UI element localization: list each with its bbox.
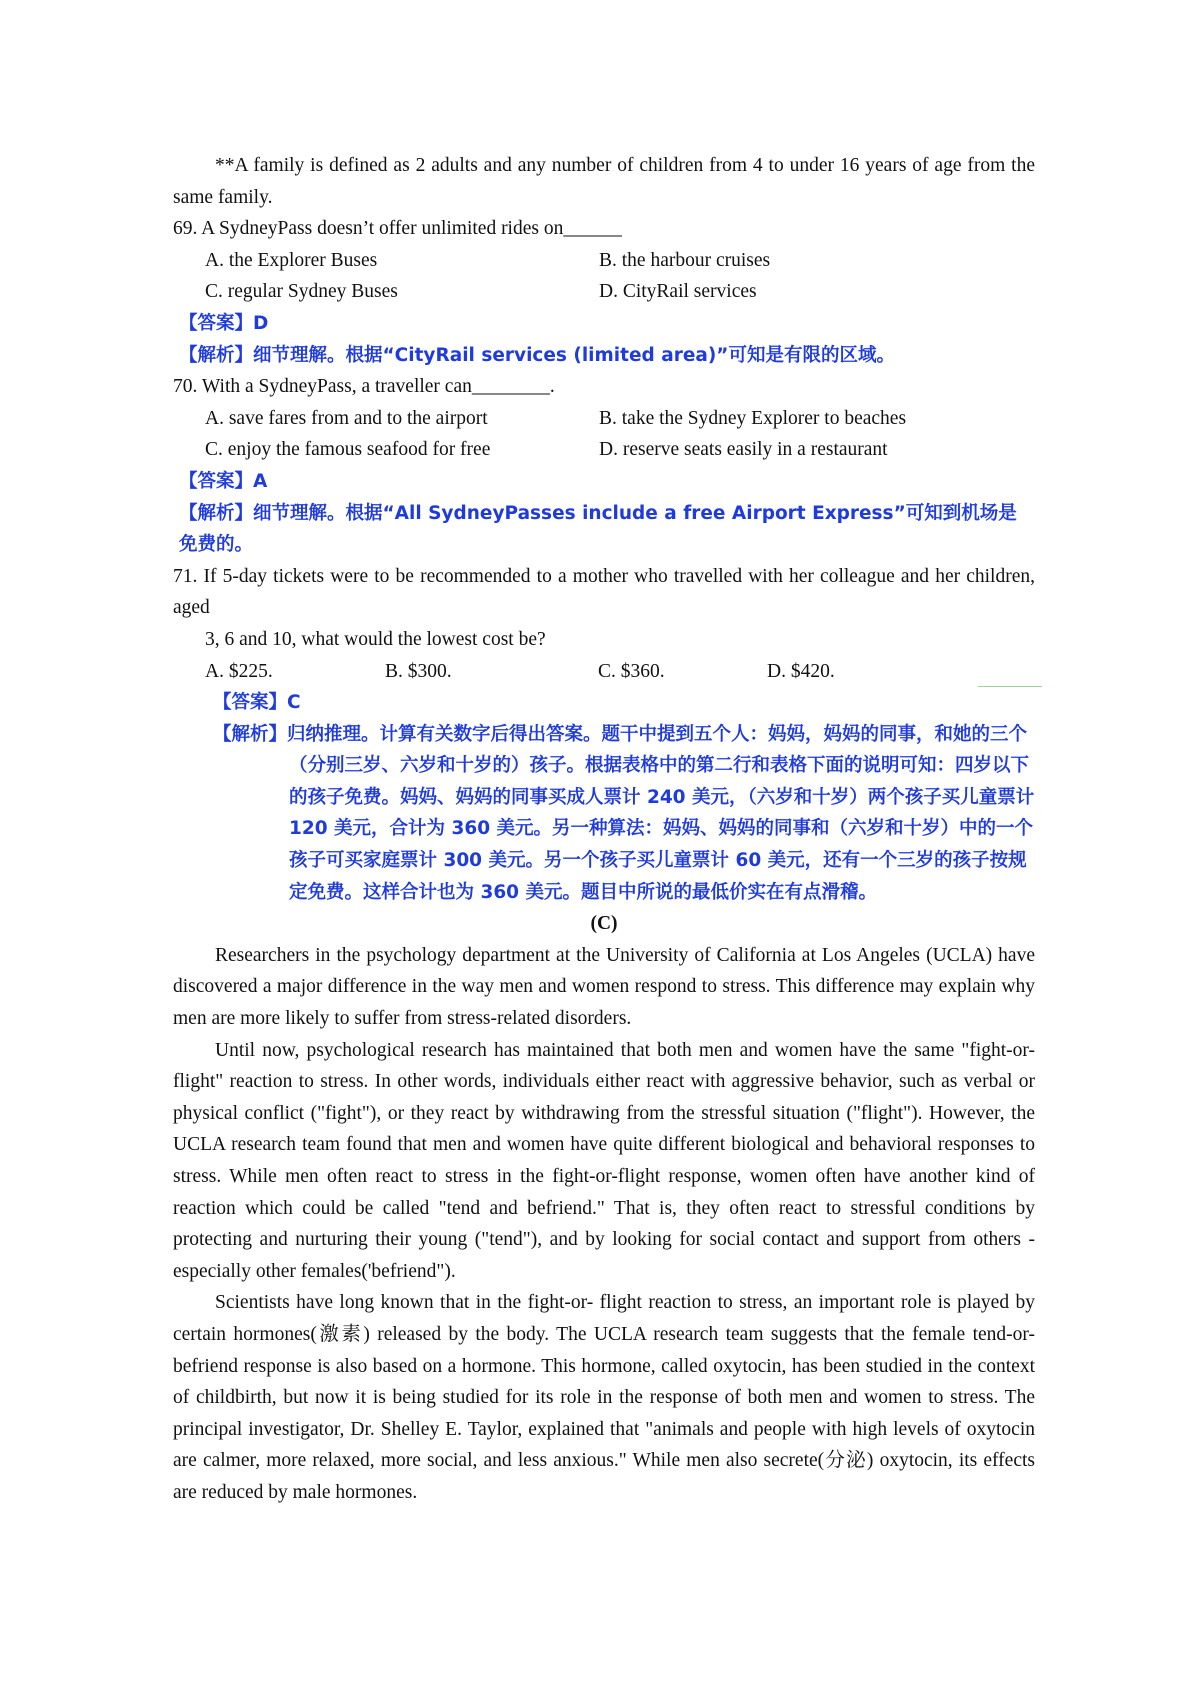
q71-option-c: C. $360. [598, 660, 665, 682]
document-page [173, 150, 1035, 1509]
passage-paragraph: Scientists have long known that in the fight-or- flight reaction to stress, an important role is played by certain hormones(激素) released by the body. The UCLA research team suggests that the female tend-or-befriend response is also based on a hormone. This hormone, called oxytocin, has been studied in the context of childbirth, but now it is being studied for its role in the response of both men and women to stress. The principal investigator, Dr. Shelley E. Taylor, explained that "animals and people with high levels of oxytocin are calmer, more relaxed, more social, and less anxious." While men also secrete(分泌) oxytocin, its effects are reduced by male hormones. [173, 1292, 1035, 1503]
q69-option-b: B. the harbour cruises [599, 249, 771, 271]
question-71-stem: 71. If 5-day tickets were to be recommended to a mother who travelled with her colleague and her children, aged [173, 565, 1035, 619]
q69-answer: 【答案】D [179, 312, 269, 334]
passage-paragraph: Until now, psychological research has maintained that both men and women have the same "fight-or-flight" reaction to stress. In other words, individuals either react with aggressive behavior, such as verbal or physical conflict ("fight"), or they react by withdrawing from the stressful situation ("flight"). However, the UCLA research team found that men and women have quite different biological and behavioral responses to stress. While men often react to stress in the fight-or-flight response, women often have another kind of reaction which could be called "tend and befriend." That is, they often react to stressful conditions by protecting and nurturing their young ("tend"), and by looking for social contact and support from others - especially other females('befriend"). [173, 1039, 1035, 1282]
q69-explanation: 【解析】细节理解。根据“CityRail services (limited area)”可知是有限的区域。 [179, 344, 895, 366]
q70-option-c: C. enjoy the famous seafood for free [205, 439, 491, 461]
decorative-rule [978, 686, 1042, 687]
q70-option-a: A. save fares from and to the airport [205, 407, 488, 429]
q71-option-b: B. $300. [385, 660, 452, 682]
family-definition-note: **A family is defined as 2 adults and any number of children from 4 to under 16 years of age from the same family. [173, 155, 1035, 208]
q70-option-d: D. reserve seats easily in a restaurant [599, 439, 888, 461]
q71-answer: 【答案】C [213, 692, 301, 714]
q69-option-c: C. regular Sydney Buses [205, 281, 398, 303]
question-71-options [205, 656, 1035, 688]
q71-option-a: A. $225. [205, 660, 273, 682]
q71-option-d: D. $420. [767, 660, 835, 682]
q71-explanation: 【解析】归纳推理。计算有关数字后得出答案。题干中提到五个人：妈妈，妈妈的同事，和她的三个（分别三岁、六岁和十岁的）孩子。根据表格中的第二行和表格下面的说明可知：四岁以下的孩子免费。妈妈、妈妈的同事买成人票计 240 美元，（六岁和十岁）两个孩子买儿童票计 120 美元，合计为 360 美元。另一种算法：妈妈、妈妈的同事和（六岁和十岁）中的一个孩子可买家庭票计 300 美元。另一个孩子买儿童票计 60 美元，还有一个三岁的孩子按规定免费。这样合计也为 360 美元。题目中所说的最低价实在有点滑稽。 [213, 723, 1035, 903]
question-70-options [205, 403, 1035, 466]
question-69-options [205, 245, 1035, 308]
passage-paragraph: Researchers in the psychology department at the University of California at Los Angeles (UCLA) have discovered a major difference in the way men and women respond to stress. This difference may explain why men are more likely to suffer from stress-related disorders. [173, 944, 1035, 1030]
q70-option-b: B. take the Sydney Explorer to beaches [599, 407, 907, 429]
question-70-stem: 70. With a SydneyPass, a traveller can________. [173, 376, 555, 398]
question-69-stem: 69. A SydneyPass doesn’t offer unlimited rides on______ [173, 218, 622, 240]
question-71-stem-continued: 3, 6 and 10, what would the lowest cost be? [205, 628, 546, 650]
q69-option-d: D. CityRail services [599, 281, 757, 303]
section-heading: (C) [590, 913, 618, 935]
q70-explanation: 【解析】细节理解。根据“All SydneyPasses include a free Airport Express”可知到机场是免费的。 [179, 502, 1017, 556]
q70-answer: 【答案】A [179, 470, 268, 492]
q69-option-a: A. the Explorer Buses [205, 249, 378, 271]
